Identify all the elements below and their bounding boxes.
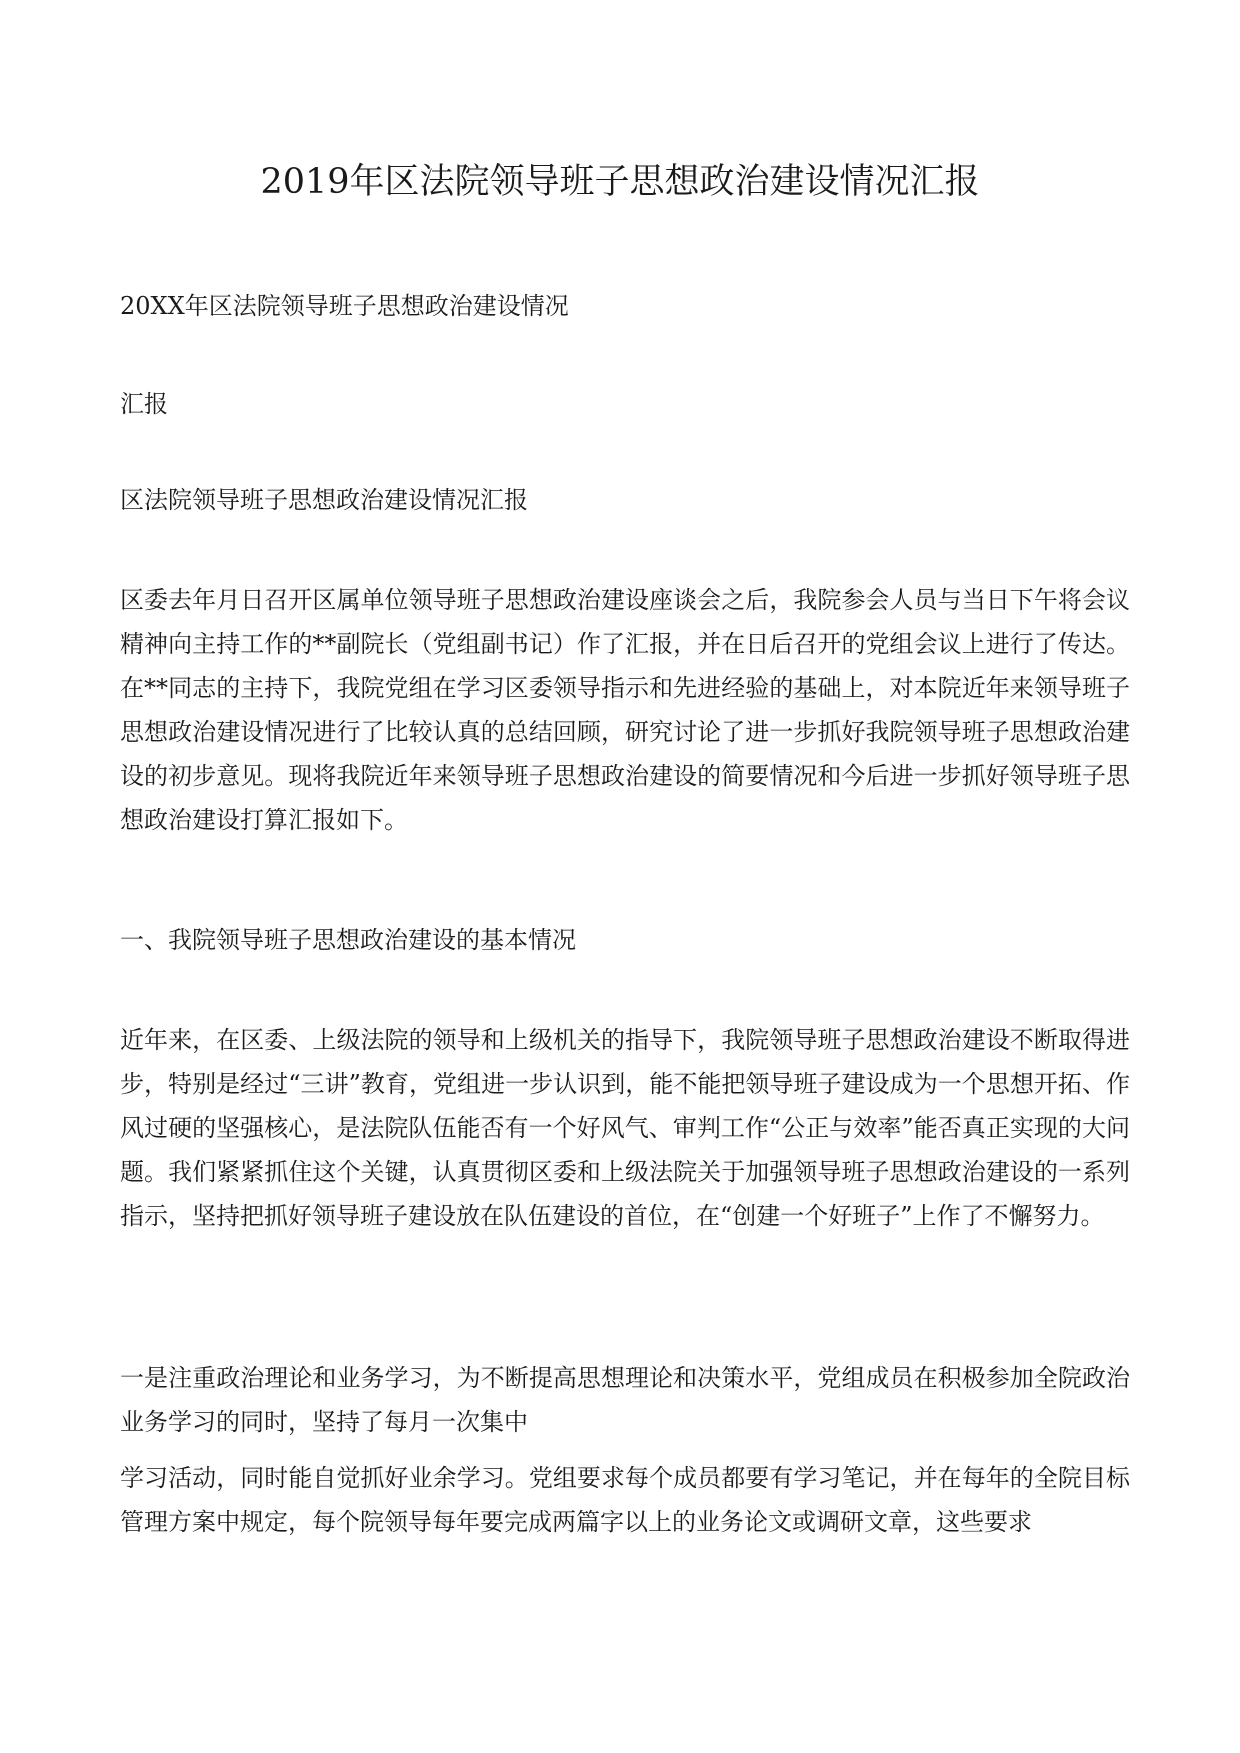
intro-paragraph: 区委去年月日召开区属单位领导班子思想政治建设座谈会之后，我院参会人员与当日下午将会议精神向主持工作的**副院长（党组副书记）作了汇报，并在日后召开的党组会议上进行了传达。在**同志的主持下，我院党组在学习区委领导指示和先进经验的基础上，对本院近年来领导班子思想政治建设情况进行了比较认真的总结回顾，研究讨论了进一步抓好我院领导班子思想政治建设的初步意见。现将我院近年来领导班子思想政治建设的简要情况和今后进一步抓好领导班子思想政治建设打算汇报如下。: [120, 586, 1130, 834]
section-heading-1: 一、我院领导班子思想政治建设的基本情况: [120, 926, 576, 954]
subtitle-line-2: 汇报: [120, 390, 168, 418]
body-paragraph: 学习活动，同时能自觉抓好业余学习。党组要求每个成员都要有学习笔记，并在每年的全院目标管理方案中规定，每个院领导每年要完成两篇字以上的业务论文或调研文章，这些要求: [120, 1464, 1130, 1536]
body-paragraph: 一是注重政治理论和业务学习，为不断提高思想理论和决策水平，党组成员在积极参加全院政治业务学习的同时，坚持了每月一次集中: [120, 1364, 1130, 1436]
subtitle-line-1: 20XX年区法院领导班子思想政治建设情况: [120, 292, 569, 320]
report-heading: 区法院领导班子思想政治建设情况汇报: [120, 486, 528, 514]
body-paragraph: 近年来，在区委、上级法院的领导和上级机关的指导下，我院领导班子思想政治建设不断取得进步，特别是经过“三讲”教育，党组进一步认识到，能不能把领导班子建设成为一个思想开拓、作风过硬的坚强核心，是法院队伍能否有一个好风气、审判工作“公正与效率”能否真正实现的大问题。我们紧紧抓住这个关键，认真贯彻区委和上级法院关于加强领导班子思想政治建设的一系列指示，坚持把抓好领导班子建设放在队伍建设的首位，在“创建一个好班子”上作了不懈努力。: [120, 1026, 1130, 1230]
document-title: 2019年区法院领导班子思想政治建设情况汇报: [260, 162, 980, 202]
